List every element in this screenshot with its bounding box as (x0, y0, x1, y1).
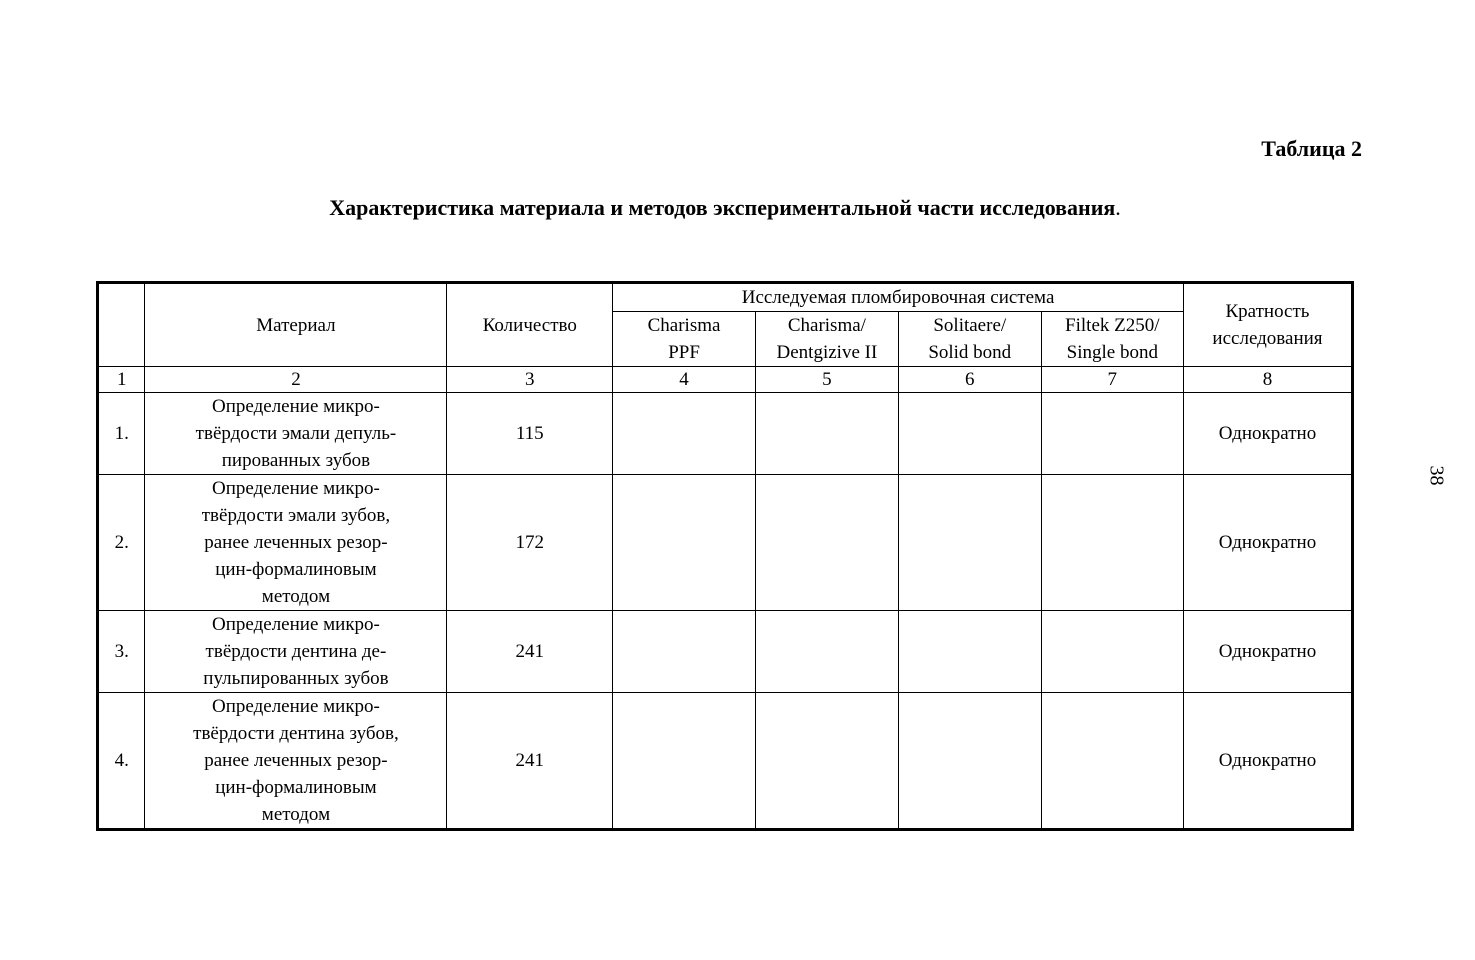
row-quantity: 172 (447, 475, 613, 611)
material-line: Определение микро- (212, 396, 380, 417)
row-system-cell (1041, 393, 1183, 475)
header-frequency-line1: Кратность (1225, 301, 1310, 322)
row-system-cell (1041, 611, 1183, 693)
header-quantity: Количество (447, 283, 613, 367)
material-line: Определение микро- (212, 478, 380, 499)
material-line: твёрдости эмали депуль- (195, 423, 397, 444)
header-system-1-line2: PPF (668, 342, 700, 363)
row-system-cell (613, 475, 756, 611)
column-number: 4 (613, 367, 756, 393)
material-line: ранее леченных резор- (204, 532, 388, 553)
row-frequency: Однократно (1183, 475, 1352, 611)
row-material (145, 693, 447, 830)
header-system-3-line1: Solitaere/ (933, 315, 1007, 336)
row-frequency: Однократно (1183, 393, 1352, 475)
material-line: пульпированных зубов (203, 668, 389, 689)
row-system-cell (898, 611, 1041, 693)
row-system-cell (755, 393, 898, 475)
column-number: 6 (898, 367, 1041, 393)
row-system-cell (898, 393, 1041, 475)
row-system-cell (755, 611, 898, 693)
material-line: цин-формалиновым (215, 777, 377, 798)
row-system-cell (755, 693, 898, 830)
material-line: методом (261, 804, 331, 825)
row-number: 3. (98, 611, 145, 693)
material-line: твёрдости дентина де- (205, 641, 387, 662)
header-system-2-line2: Dentgizive II (776, 342, 878, 363)
table-label: Таблица 2 (1261, 136, 1362, 161)
row-material (145, 475, 447, 611)
column-number: 5 (755, 367, 898, 393)
material-line: твёрдости эмали зубов, (201, 505, 391, 526)
column-number: 2 (145, 367, 447, 393)
header-system-4-line2: Single bond (1066, 342, 1158, 363)
table-row (98, 475, 1353, 611)
row-frequency: Однократно (1183, 611, 1352, 693)
material-line: Определение микро- (212, 614, 380, 635)
row-system-cell (613, 693, 756, 830)
row-system-cell (613, 393, 756, 475)
row-frequency: Однократно (1183, 693, 1352, 830)
row-number: 1. (98, 393, 145, 475)
header-row-1 (98, 283, 1353, 312)
material-line: твёрдости дентина зубов, (193, 723, 399, 744)
research-table (96, 281, 1354, 831)
column-number: 3 (447, 367, 613, 393)
column-number-row (98, 367, 1353, 393)
page-number: 38 (1425, 465, 1448, 486)
material-line: методом (261, 586, 331, 607)
header-system-2-line1: Charisma/ (787, 315, 866, 336)
header-system-1 (613, 312, 756, 367)
column-number: 1 (98, 367, 145, 393)
column-number: 7 (1041, 367, 1183, 393)
row-quantity: 241 (447, 693, 613, 830)
row-number: 2. (98, 475, 145, 611)
row-system-cell (755, 475, 898, 611)
header-system-group: Исследуемая пломбировочная система (613, 283, 1184, 312)
row-system-cell (1041, 693, 1183, 830)
row-number: 4. (98, 693, 145, 830)
header-material: Материал (145, 283, 447, 367)
header-frequency (1183, 283, 1352, 367)
table-row (98, 611, 1353, 693)
material-line: пированных зубов (221, 450, 371, 471)
header-system-4-line1: Filtek Z250/ (1065, 315, 1160, 336)
column-number: 8 (1183, 367, 1352, 393)
header-frequency-line2: исследования (1212, 328, 1323, 349)
row-material (145, 393, 447, 475)
row-quantity: 241 (447, 611, 613, 693)
row-system-cell (1041, 475, 1183, 611)
header-system-4 (1041, 312, 1183, 367)
header-system-3 (898, 312, 1041, 367)
header-system-2 (755, 312, 898, 367)
material-line: ранее леченных резор- (204, 750, 388, 771)
row-material (145, 611, 447, 693)
row-quantity: 115 (447, 393, 613, 475)
material-line: Определение микро- (212, 696, 380, 717)
row-system-cell (613, 611, 756, 693)
row-system-cell (898, 693, 1041, 830)
header-system-1-line1: Charisma (647, 315, 721, 336)
document-title-dot: . (1115, 195, 1121, 220)
material-line: цин-формалиновым (215, 559, 377, 580)
header-system-3-line2: Solid bond (928, 342, 1012, 363)
header-num-cell (98, 283, 145, 367)
table-row (98, 393, 1353, 475)
row-system-cell (898, 475, 1041, 611)
table-row (98, 693, 1353, 830)
document-title (0, 195, 1450, 221)
document-title-text: Характеристика материала и методов экспериментальной части исследования (329, 195, 1116, 220)
